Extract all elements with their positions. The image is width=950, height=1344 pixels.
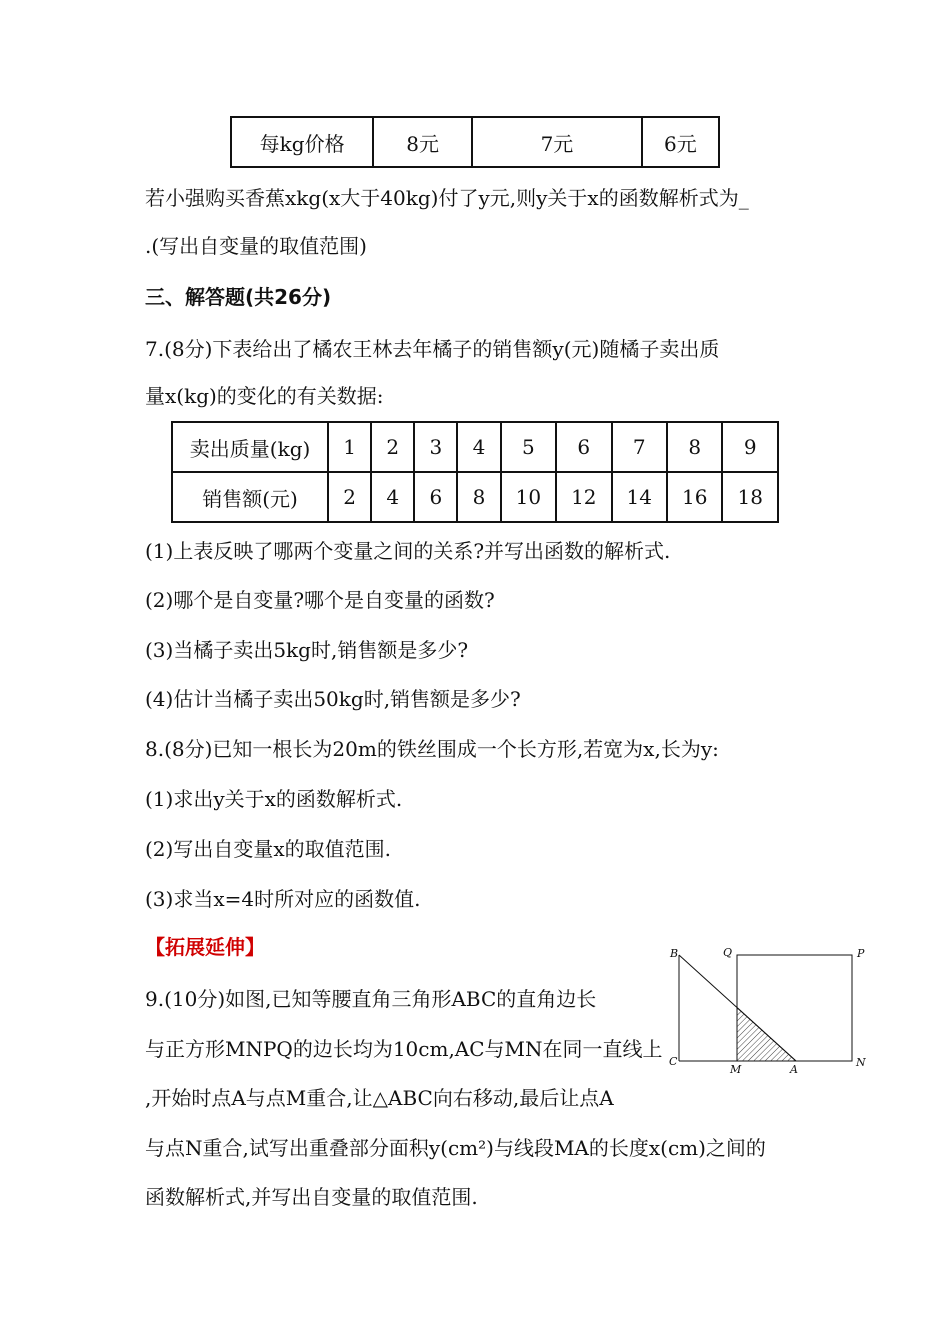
row-header: 卖出质量(kg) [172, 422, 328, 472]
table-cell: 4 [457, 422, 500, 472]
question-7-line-1: 7.(8分)下表给出了橘农王林去年橘子的销售额y(元)随橘子卖出质 [145, 337, 720, 361]
price-table [230, 116, 720, 168]
table-cell: 2 [371, 422, 414, 472]
table-cell: 6 [556, 422, 611, 472]
question-9-line-1: 9.(10分)如图,已知等腰直角三角形ABC的直角边长 [145, 987, 597, 1011]
question-8-sub-1: (1)求出y关于x的函数解析式. [145, 787, 403, 811]
table-cell: 8元 [373, 117, 472, 167]
table-row [172, 422, 778, 472]
row-header: 销售额(元) [172, 472, 328, 522]
question-9-line-4: 与点N重合,试写出重叠部分面积y(cm²)与线段MA的长度x(cm)之间的 [145, 1136, 766, 1160]
table-cell: 6 [414, 472, 457, 522]
table-cell: 7 [612, 422, 667, 472]
question-8-sub-2: (2)写出自变量x的取值范围. [145, 837, 391, 861]
label-b: B [670, 947, 679, 960]
geometry-figure [665, 940, 875, 1080]
question-7-sub-3: (3)当橘子卖出5kg时,销售额是多少? [145, 638, 469, 662]
table-row [231, 117, 719, 167]
question-9-line-5: 函数解析式,并写出自变量的取值范围. [145, 1185, 478, 1209]
question-7-sub-4: (4)估计当橘子卖出50kg时,销售额是多少? [145, 687, 521, 711]
table-cell: 9 [722, 422, 778, 472]
question-6-line-1: 若小强购买香蕉xkg(x大于40kg)付了y元,则y关于x的函数解析式为_ [145, 186, 749, 210]
table-cell: 10 [501, 472, 556, 522]
section-title: 三、解答题(共26分) [145, 285, 332, 309]
label-a: A [790, 1063, 798, 1076]
question-8-line-1: 8.(8分)已知一根长为20m的铁丝围成一个长方形,若宽为x,长为y: [145, 737, 719, 761]
table-cell: 1 [328, 422, 371, 472]
table-cell: 4 [371, 472, 414, 522]
question-7-sub-1: (1)上表反映了哪两个变量之间的关系?并写出函数的解析式. [145, 539, 671, 563]
label-m: M [730, 1063, 742, 1076]
table-cell: 7元 [472, 117, 642, 167]
table-row [172, 472, 778, 522]
table-cell: 8 [457, 472, 500, 522]
table-cell: 12 [556, 472, 611, 522]
question-9-line-2: 与正方形MNPQ的边长均为10cm,AC与MN在同一直线上 [145, 1037, 663, 1061]
label-c: C [669, 1055, 678, 1068]
question-6-line-2: .(写出自变量的取值范围) [145, 234, 367, 258]
label-q: Q [723, 946, 733, 959]
sales-table [171, 421, 779, 523]
table-cell: 8 [667, 422, 722, 472]
table-cell: 14 [612, 472, 667, 522]
question-9-line-3: ,开始时点A与点M重合,让△ABC向右移动,最后让点A [145, 1086, 614, 1110]
question-8-sub-3: (3)求当x=4时所对应的函数值. [145, 887, 421, 911]
table-cell: 5 [501, 422, 556, 472]
table-cell: 2 [328, 472, 371, 522]
label-n: N [856, 1056, 866, 1069]
overlap-region [737, 1008, 796, 1062]
extension-title: 【拓展延伸】 [145, 935, 265, 959]
table-cell: 6元 [642, 117, 719, 167]
table-cell: 每kg价格 [231, 117, 373, 167]
question-7-sub-2: (2)哪个是自变量?哪个是自变量的函数? [145, 588, 495, 612]
label-p: P [857, 947, 865, 960]
question-7-line-2: 量x(kg)的变化的有关数据: [145, 384, 384, 408]
table-cell: 18 [722, 472, 778, 522]
table-cell: 3 [414, 422, 457, 472]
table-cell: 16 [667, 472, 722, 522]
